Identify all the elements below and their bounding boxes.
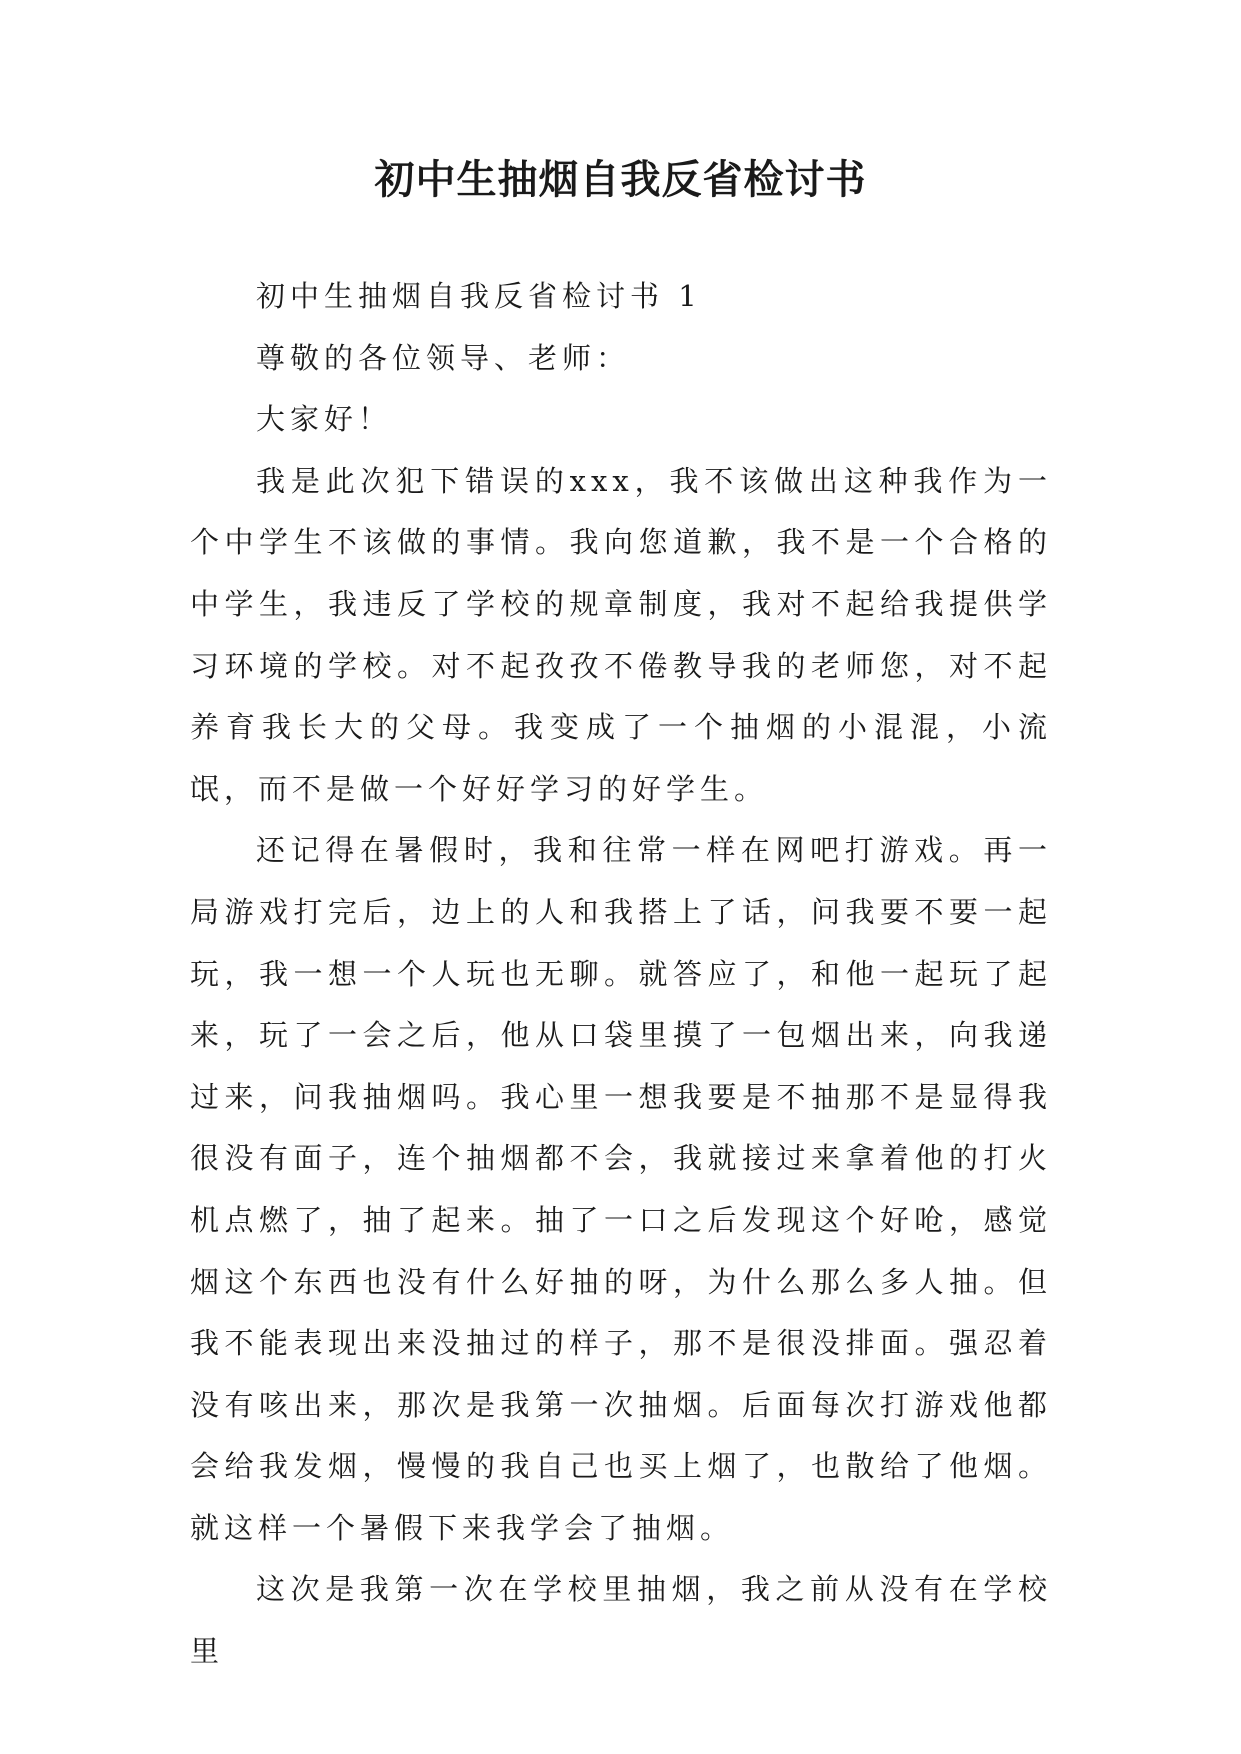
document-title: 初中生抽烟自我反省检讨书	[374, 156, 867, 203]
greeting: 大家好！	[256, 402, 393, 437]
body-paragraph: 这次是我第一次在学校里抽烟，我之前从没有在学校里	[190, 1572, 1052, 1669]
document-heading: 初中生抽烟自我反省检讨书 1	[256, 279, 702, 313]
document-body	[190, 266, 1052, 1683]
body-paragraph: 我是此次犯下错误的xxx，我不该做出这种我作为一个中学生不该做的事情。我向您道歉，我不是一个合格的中学生，我违反了学校的规章制度，我对不起给我提供学习环境的学校。对不起孜孜不倦教导我的老师您，对不起养育我长大的父母。我变成了一个抽烟的小混混，小流氓，而不是做一个好好学习的好学生。	[190, 463, 1052, 806]
salutation: 尊敬的各位领导、老师：	[256, 340, 631, 375]
body-paragraph: 还记得在暑假时，我和往常一样在网吧打游戏。再一局游戏打完后，边上的人和我搭上了话，问我要不要一起玩，我一想一个人玩也无聊。就答应了，和他一起玩了起来，玩了一会之后，他从口袋里摸了一包烟出来，向我递过来，问我抽烟吗。我心里一想我要是不抽那不是显得我很没有面子，连个抽烟都不会，我就接过来拿着他的打火机点燃了，抽了起来。抽了一口之后发现这个好呛，感觉烟这个东西也没有什么好抽的呀，为什么那么多人抽。但我不能表现出来没抽过的样子，那不是很没排面。强忍着没有咳出来，那次是我第一次抽烟。后面每次打游戏他都会给我发烟，慢慢的我自己也买上烟了，也散给了他烟。就这样一个暑假下来我学会了抽烟。	[190, 833, 1052, 1545]
